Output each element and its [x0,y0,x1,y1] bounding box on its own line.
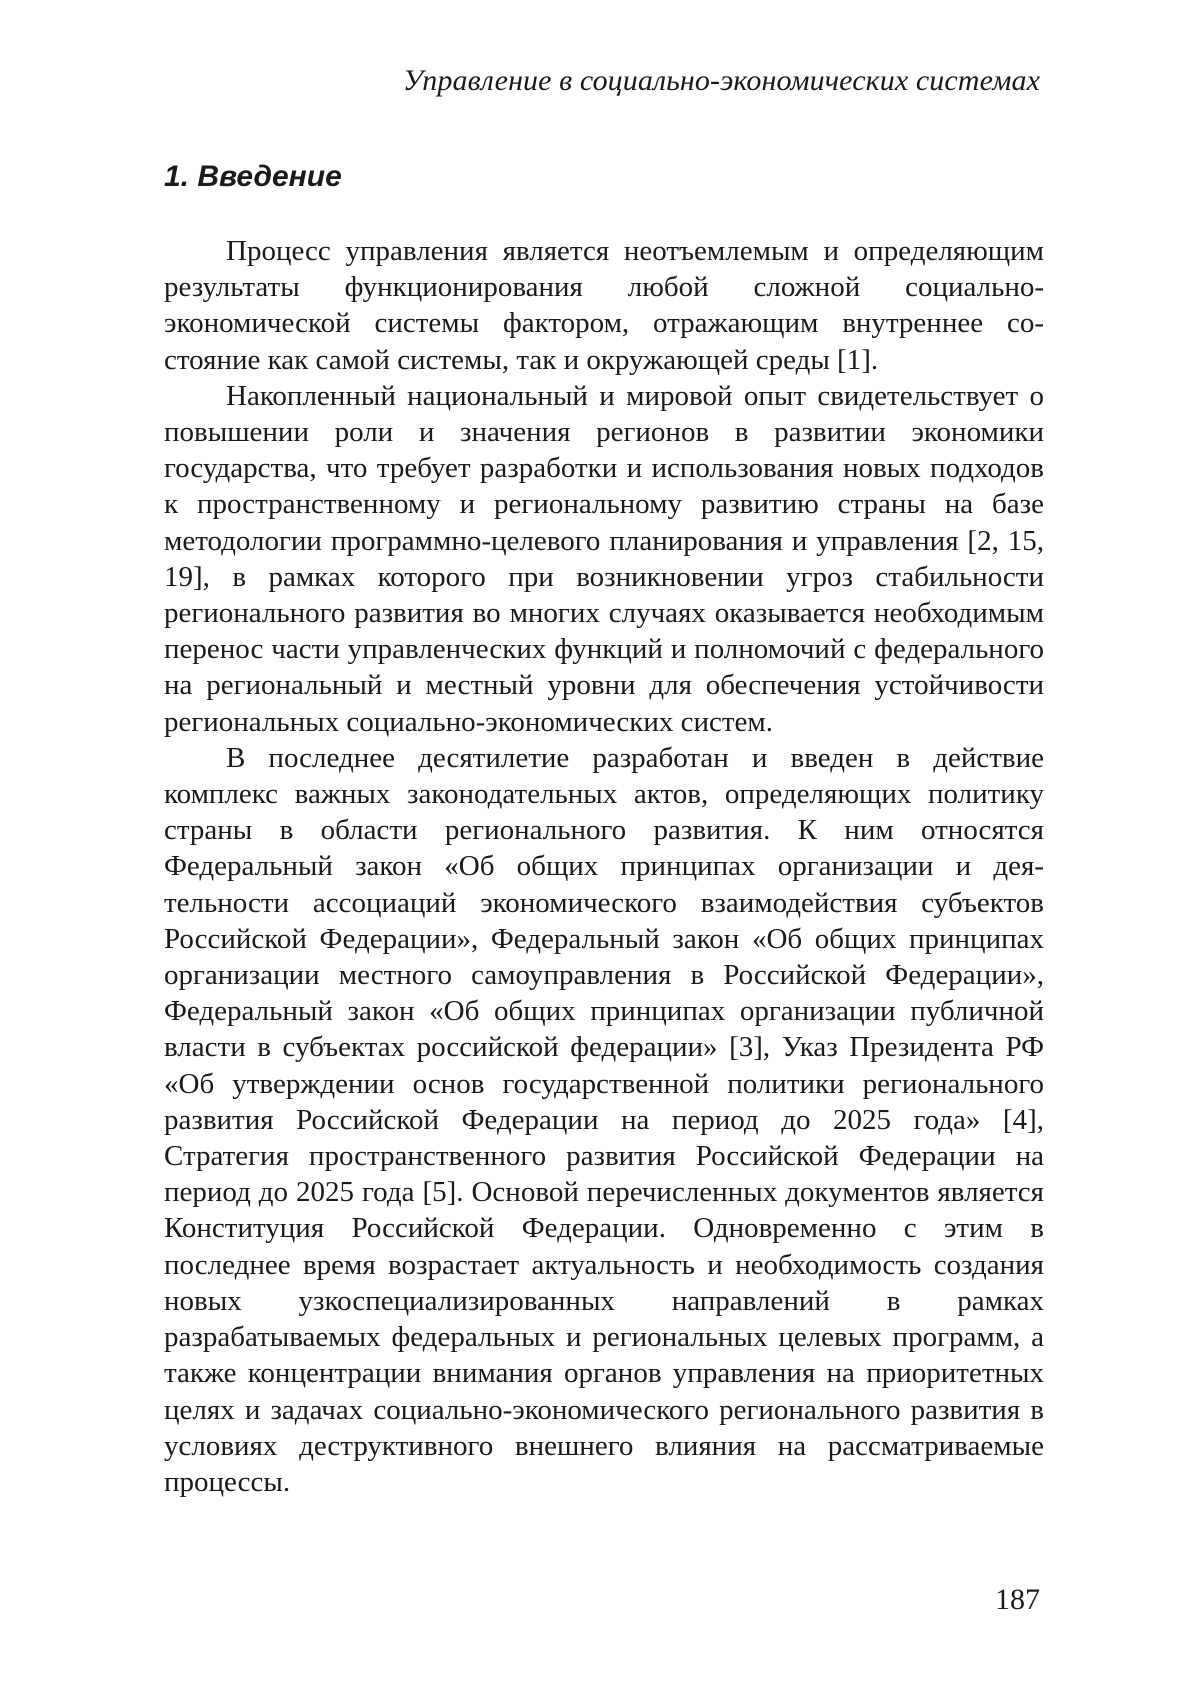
paragraph-2: Накопленный национальный и мировой опыт свидетель­ствует о повышении роли и значения регионов в развитии эконо­мики государства, что требует разработки и использования но­вых подходов к пространственному и региональному развитию страны на базе методологии программно-целевого планирования и управления [2, 15, 19], в рамках которого при возникновении угроз стабильности регионального развития во многих случаях оказывается необходимым перенос части управленческих функ­ций и полномочий с федерального на региональный и местный уровни для обеспечения устойчивости региональных социально-экономических систем. [164,378,1044,740]
paragraph-1: Процесс управления является неотъемлемым и определяю­щим результаты функционирования любой сложной социально-экономической системы фактором, отражающим внутреннее со­стояние как самой системы, так и окружающей среды [1]. [164,233,1044,378]
page-number: 187 [995,1583,1040,1617]
running-header: Управление в социально-экономических системах [403,64,1040,98]
section-heading: 1. Введение [164,160,342,194]
body-text [164,233,1044,1500]
paragraph-3: В последнее десятилетие разработан и введен в действие комплекс важных законодательных актов, определяющих поли­тику страны в области регионального развития. К ним относятся Федеральный закон «Об общих принципах организации и дея­тельности ассоциаций экономического взаимодействия субъек­тов Российской Федерации», Федеральный закон «Об общих принципах организации местного самоуправления в Российской Федерации», Федеральный закон «Об общих принципах органи­зации публичной власти в субъектах российской федерации» [3], Указ Президента РФ «Об утверждении основ государственной политики регионального развития Российской Федерации на пе­риод до 2025 года» [4], Стратегия пространственного развития Российской Федерации на период до 2025 года [5]. Основой пе­речисленных документов является Конституция Российской Фе­дерации. Одновременно с этим в последнее время возрастает ак­туальность и необходимость создания новых узкоспециализиро­ванных направлений в рамках разрабатываемых федеральных и региональных целевых программ, а также концентрации вни­мания органов управления на приоритетных целях и задачах со­циально-экономического регионального развития в условиях де­структивного внешнего влияния на рассматриваемые процессы. [164,740,1044,1500]
